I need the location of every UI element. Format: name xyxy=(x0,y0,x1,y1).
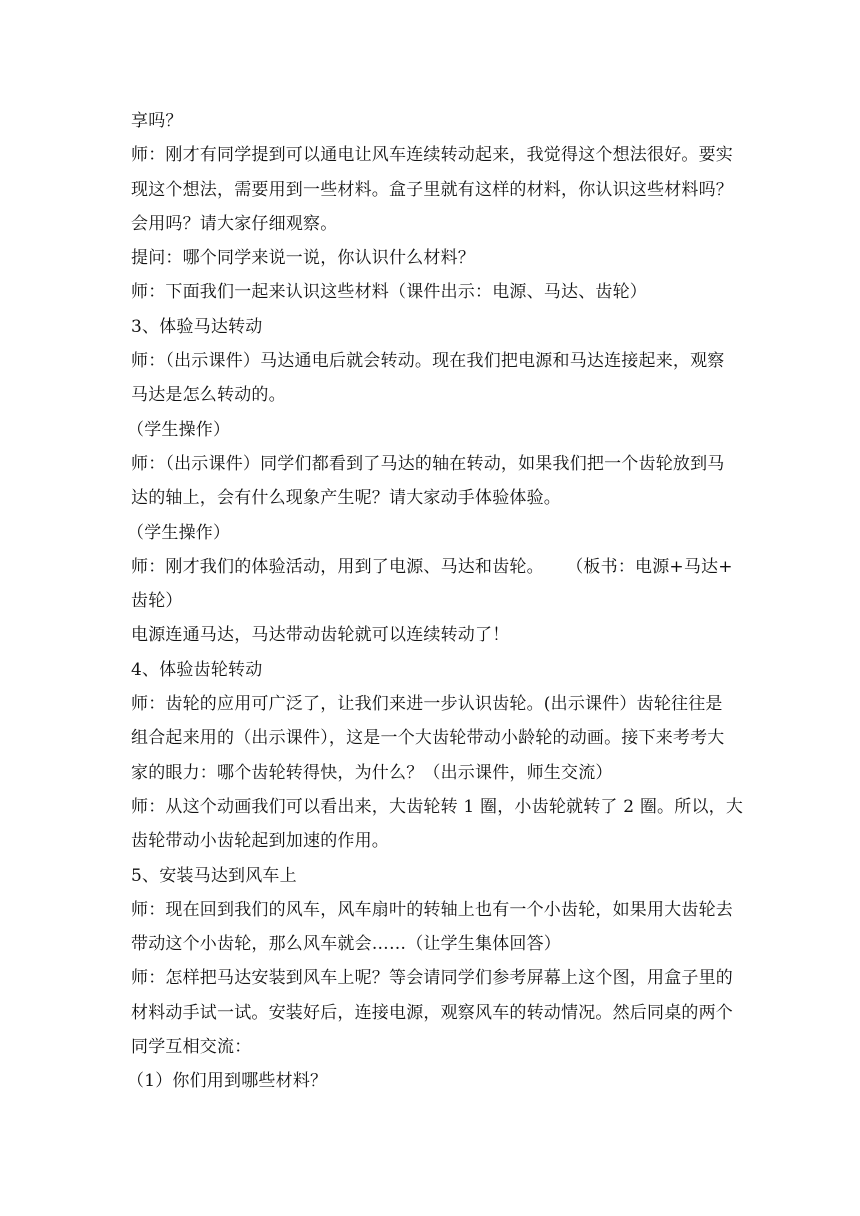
text-line: 师：从这个动画我们可以看出来，大齿轮转 1 圈，小齿轮就转了 2 圈。所以，大 xyxy=(131,796,744,817)
text-line: 师：（出示课件）马达通电后就会转动。现在我们把电源和马达连接起来，观察 xyxy=(131,351,725,372)
text-line: 达的轴上，会有什么现象产生呢？请大家动手体验体验。 xyxy=(131,488,561,509)
text-line: 提问：哪个同学来说一说，你认识什么材料？ xyxy=(131,248,475,269)
text-line: 师：齿轮的应用可广泛了，让我们来进一步认识齿轮。(出示课件）齿轮往往是 xyxy=(131,694,723,715)
text-line: 组合起来用的（出示课件），这是一个大齿轮带动小龄轮的动画。接下来考考大 xyxy=(131,728,725,749)
section-heading: 5、安装马达到风车上 xyxy=(131,865,297,886)
text-line: 会用吗？请大家仔细观察。 xyxy=(131,213,338,234)
text-line: 享吗？ xyxy=(131,111,183,131)
text-line: 齿轮带动小齿轮起到加速的作用。 xyxy=(131,831,389,852)
text-line: 师：下面我们一起来认识这些材料（课件出示：电源、马达、齿轮） xyxy=(131,282,647,303)
text-line: 材料动手试一试。安装好后，连接电源，观察风车的转动情况。然后同桌的两个 xyxy=(131,1002,733,1023)
text-line: 师：刚才有同学提到可以通电让风车连续转动起来，我觉得这个想法很好。要实 xyxy=(131,145,733,166)
text-line: 师：现在回到我们的风车，风车扇叶的转轴上也有一个小齿轮，如果用大齿轮去 xyxy=(131,899,733,920)
text-line: （学生操作） xyxy=(127,522,231,543)
text-line: （1）你们用到哪些材料？ xyxy=(127,1071,328,1092)
text-line: 家的眼力：哪个齿轮转得快，为什么？（出示课件，师生交流） xyxy=(131,762,613,783)
text-line: 师：（出示课件）同学们都看到了马达的轴在转动，如果我们把一个齿轮放到马 xyxy=(131,453,725,474)
text-line: 现这个想法，需要用到一些材料。盒子里就有这样的材料，你认识这些材料吗？ xyxy=(131,179,733,200)
section-heading: 3、体验马达转动 xyxy=(131,316,263,337)
text-line: 电源连通马达，马达带动齿轮就可以连续转动了！ xyxy=(131,625,510,646)
text-line: 带动这个小齿轮，那么风车就会……（让学生集体回答） xyxy=(131,934,561,955)
text-line: 师：刚才我们的体验活动，用到了电源、马达和齿轮。 （板书：电源+马达+ xyxy=(131,556,733,577)
text-line: 齿轮） xyxy=(131,591,183,612)
document-body xyxy=(127,104,744,1099)
text-line: 师：怎样把马达安装到风车上呢？等会请同学们参考屏幕上这个图，用盒子里的 xyxy=(131,968,733,989)
text-line: （学生操作） xyxy=(127,419,231,440)
text-line: 马达是怎么转动的。 xyxy=(131,385,286,406)
text-line: 同学互相交流： xyxy=(131,1037,252,1058)
section-heading: 4、体验齿轮转动 xyxy=(131,659,263,680)
